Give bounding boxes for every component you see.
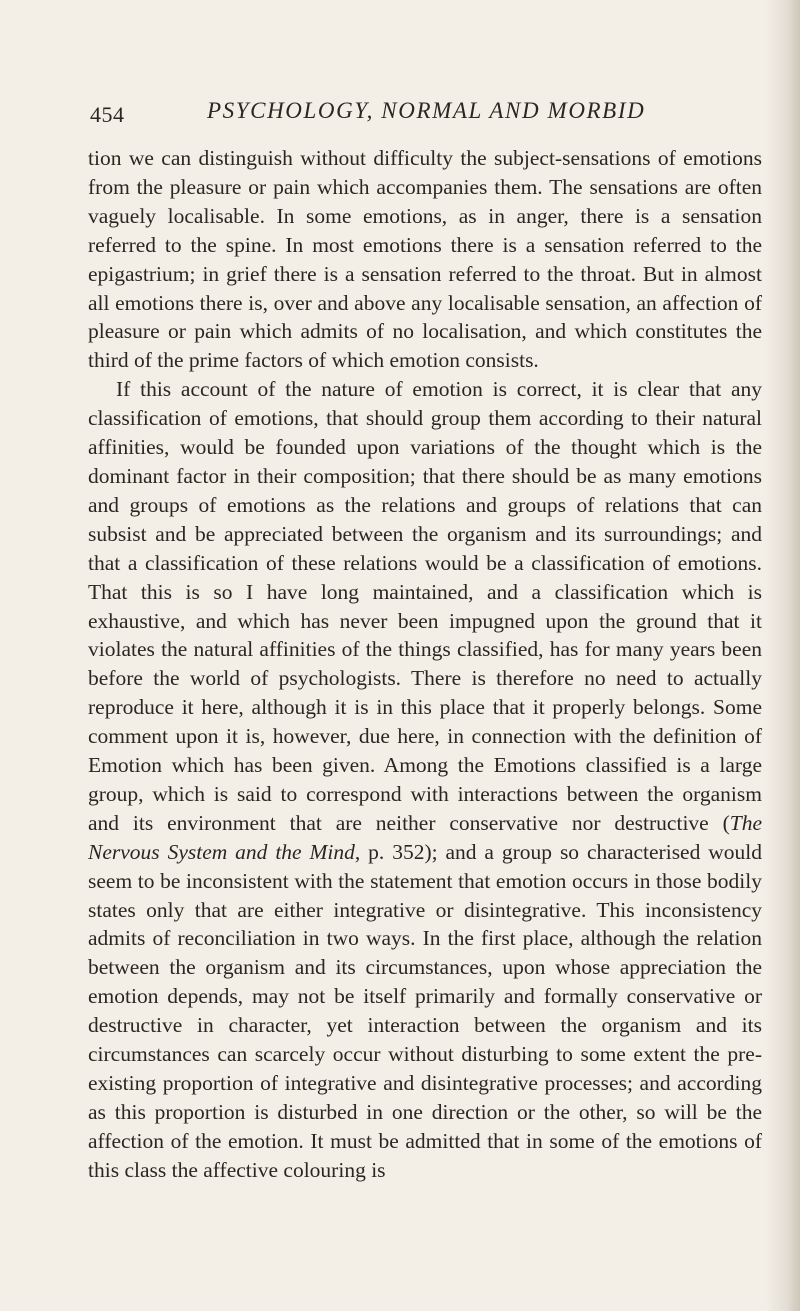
- page-edge-shadow: [766, 0, 800, 1311]
- running-head: [90, 98, 750, 130]
- paragraph-classification: [88, 375, 762, 1184]
- body-text: [88, 144, 762, 1185]
- paragraph-text-after-reference: , p. 352); and a group so characterised would seem to be inconsistent with the statement that emotion occurs in those bodily states only that are either integrative or disintegrative. This inconsistency admits of reconciliation in two ways. In the first place, although the relation between the organism and its circumstances, upon whose appreciation the emotion depends, may not be itself primarily and formally conservative or destructive in character, yet interaction between the organism and its circumstances can scarcely occur without disturbing to some extent the pre-existing proportion of integrative and disintegrative processes; and according as this proportion is disturbed in one direction or the other, so will be the affection of the emotion. It must be admitted that in some of the emotions of this class the affective colouring is: [88, 839, 763, 1182]
- running-title: PSYCHOLOGY, NORMAL AND MORBID: [207, 98, 646, 123]
- paragraph-text-before-reference: If this account of the nature of emotion is correct, it is clear that any classification of emotions, that should group them according to their natural affinities, would be founded upon variations of the thought which is the dominant factor in their composition; that there should be as many emotions and groups of emotions as the relations and groups of relations that can subsist and be appreciated between the organism and its surroundings; and that a classification of these relations would be a classification of emotions. That this is so I have long maintained, and a classification which is exhaustive, and which has never been impugned upon the ground that it violates the natural affinities of the things classified, has for many years been before the world of psychologists. There is therefore no need to actually reproduce it here, although it is in this place that it properly belongs. Some comment upon it is, however, due here, in connection with the definition of Emotion which has been given. Among the Emotions classified is a large group, which is said to correspond with interactions between the organism and its environment that are neither conservative nor destructive (: [88, 377, 762, 835]
- page-number: 454: [90, 102, 125, 127]
- cited-book-title: The Nervous System and the Mind: [88, 810, 762, 864]
- paragraph-continued: tion we can distinguish without difficulty the subject-sensations of emotions from the pleasure or pain which accompanies them. The sensations are often vaguely localisable. In some emotions, as in anger, there is a sensation referred to the spine. In most emotions there is a sensation referred to the epigastrium; in grief there is a sensation referred to the throat. But in almost all emotions there is, over and above any localisable sensation, an affection of pleasure or pain which admits of no localisation, and which constitutes the third of the prime factors of which emotion consists.: [88, 146, 762, 373]
